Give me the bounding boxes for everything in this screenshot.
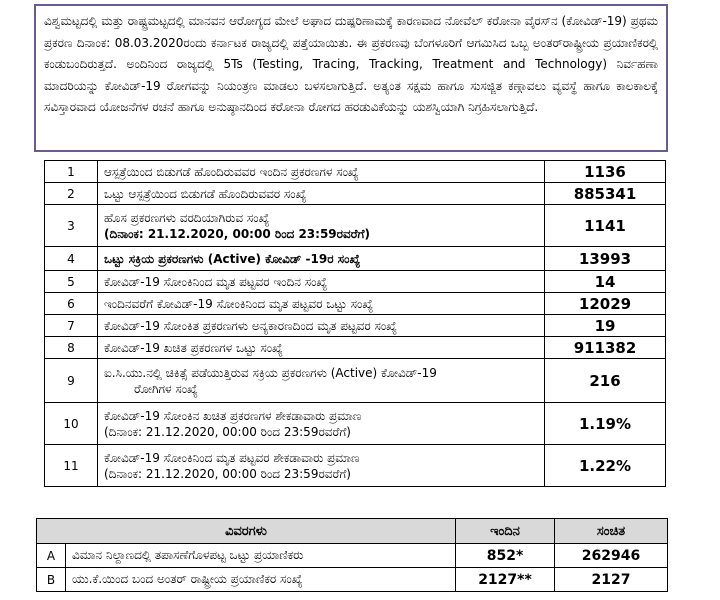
row-number: 7 [45,315,98,337]
row-label-cell [98,205,545,247]
table-row [45,315,666,337]
row-sublabel: (ದಿನಾಂಕ: 21.12.2020, 00:00 ರಿಂದ 23:59ರವರೆಗೆ) [104,226,370,241]
table-row [45,293,666,315]
row-sublabel: (ದಿನಾಂಕ: 21.12.2020, 00:00 ರಿಂದ 23:59ರವರೆಗೆ) [104,466,351,481]
row-sublabel: (ದಿನಾಂಕ: 21.12.2020, 00:00 ರಿಂದ 23:59ರವರೆಗೆ) [104,424,351,439]
row-number: 3 [45,205,98,247]
row-number: 10 [45,403,98,445]
table-row [45,183,666,205]
row-label: ಒಟ್ಟು ಸಕ್ರಿಯ ಪ್ರಕರಣಗಳು (Active) ಕೋವಿಡ್ -19ರ ಸಂಖ್ಯೆ [98,247,545,271]
table-row [45,271,666,293]
row-value: 1141 [545,205,666,247]
row-today: 2127** [456,568,555,592]
table-row [45,337,666,359]
row-label-cell [98,403,545,445]
row-value: 13993 [545,247,666,271]
table-row [37,544,668,568]
row-value: 911382 [545,337,666,359]
row-number: 11 [45,445,98,487]
row-label: ಕೋವಿಡ್-19 ಸೋಂಕಿನ ಖಚಿತ ಪ್ರಕರಣಗಳ ಶೇಕಡಾವಾರು ಪ್ರಮಾಣ [104,408,362,423]
traveller-table [36,518,668,592]
row-value: 1.22% [545,445,666,487]
row-value: 14 [545,271,666,293]
row-label: ಐ.ಸಿ.ಯು.ನಲ್ಲಿ ಚಿಕಿತ್ಸೆ ಪಡೆಯುತ್ತಿರುವ ಸಕ್ರಿಯ ಪ್ರಕರಣಗಳು (Active) ಕೋವಿಡ್-19 [104,365,437,380]
intro-paragraph: ವಿಶ್ವಮಟ್ಟದಲ್ಲಿ ಮತ್ತು ರಾಷ್ಟ್ರಮಟ್ಟದಲ್ಲಿ ಮಾನವನ ಆರೋಗ್ಯದ ಮೇಲೆ ಅಘಾದ ದುಷ್ಪರಿಣಾಮಕ್ಕೆ ಕಾರಣವಾದ ನೋವೆಲ್ ಕರೋನಾ ವೈರಸ್‌ನ (ಕೋವಿಡ್-19) ಪ್ರಥಮ ಪ್ರಕರಣ ದಿನಾಂಕ: 08.03.2020ರಂದು ಕರ್ನಾಟಕ ರಾಜ್ಯದಲ್ಲಿ ಪತ್ತೆಯಾಯಿತು. ಈ ಪ್ರಕರಣವು ಬೆಂಗಳೂರಿಗೆ ಆಗಮಿಸಿದ ಒಬ್ಬ ಅಂತರ್‌ರಾಷ್ಟ್ರೀಯ ಪ್ರಯಾಣಿಕರಲ್ಲಿ ಕಂಡುಬಂದಿರುತ್ತದೆ. ಅಂದಿನಿಂದ ರಾಜ್ಯದಲ್ಲಿ 5Ts (Testing, Tracing, Tracking, Treatment and Technology) ನಿರ್ವಹಣಾ ಮಾದರಿಯನ್ನು ಕೋವಿಡ್-19 ರೋಗವನ್ನು ನಿಯಂತ್ರಣ ಮಾಡಲು ಬಳಸಲಾಗುತ್ತಿದೆ. ಅತ್ಯಂತ ಸಕ್ಷಮ ಹಾಗೂ ಸುಸಜ್ಜಿತ ಕಣ್ಗಾವಲು ವ್ಯವಸ್ಥೆ ಹಾಗೂ ಕಾಲಕಾಲಕ್ಕೆ ಸವಿಸ್ತಾರವಾದ ಯೋಜನೆಗಳ ರಚನೆ ಹಾಗೂ ಅನುಷ್ಠಾನದಿಂದ ಕರೋನಾ ರೋಗದ ಹರಡುವಿಕೆಯನ್ನು ಯಶಸ್ವಿಯಾಗಿ ನಿಗ್ರಹಿಸಲಾಗುತ್ತಿದೆ. [34,4,668,152]
row-label-cell [98,359,545,403]
table-row [45,247,666,271]
row-label: ಆಸ್ಪತ್ರೆಯಿಂದ ಬಿಡುಗಡೆ ಹೊಂದಿರುವವರ ಇಂದಿನ ಪ್ರಕರಣಗಳ ಸಂಖ್ಯೆ [98,161,545,183]
row-today: 852* [456,544,555,568]
row-number: 2 [45,183,98,205]
row-cumulative: 262946 [555,544,668,568]
row-label: ಇಂದಿನವರೆಗೆ ಕೋವಿಡ್-19 ಸೋಂಕಿನಿಂದ ಮೃತ ಪಟ್ಟವರ ಒಟ್ಟು ಸಂಖ್ಯೆ [98,293,545,315]
row-sublabel: ರೋಗಿಗಳ ಸಂಖ್ಯೆ [134,381,198,396]
table-row [45,445,666,487]
row-cumulative: 2127 [555,568,668,592]
row-label: ಹೊಸ ಪ್ರಕರಣಗಳು ವರದಿಯಾಗಿರುವ ಸಂಖ್ಯೆ [104,210,270,225]
row-label: ಕೋವಿಡ್-19 ಖಚಿತ ಪ್ರಕರಣಗಳ ಒಟ್ಟು ಸಂಖ್ಯೆ [98,337,545,359]
row-value: 12029 [545,293,666,315]
row-label: ಯು.ಕೆ.ಯಿಂದ ಬಂದ ಅಂತರ್ ರಾಷ್ಟ್ರೀಯ ಪ್ರಯಾಣಿಕರ ಸಂಖ್ಯೆ [66,568,456,592]
table-row [45,359,666,403]
header-details: ವಿವರಗಳು [37,519,456,544]
row-number: 6 [45,293,98,315]
header-cumulative: ಸಂಚಿತ [555,519,668,544]
table-header-row [37,519,668,544]
row-label: ಕೋವಿಡ್-19 ಸೋಂಕಿನಿಂದ ಮೃತ ಪಟ್ಟವರ ಇಂದಿನ ಸಂಖ್ಯೆ [98,271,545,293]
table-row [45,205,666,247]
row-value: 216 [545,359,666,403]
row-label: ಕೋವಿಡ್-19 ಸೋಂಕಿನಿಂದ ಮೃತ ಪಟ್ಟವರ ಶೇಕಡಾವಾರು ಪ್ರಮಾಣ [104,450,360,465]
covid-stats-table [44,160,666,487]
row-letter: A [37,544,66,568]
row-value: 1.19% [545,403,666,445]
row-value: 885341 [545,183,666,205]
header-today: ಇಂದಿನ [456,519,555,544]
row-value: 19 [545,315,666,337]
table-row [45,403,666,445]
row-label: ವಿಮಾನ ನಿಲ್ದಾಣದಲ್ಲಿ ತಪಾಸಣೆಗೊಳಪಟ್ಟ ಒಟ್ಟು ಪ್ರಯಾಣಿಕರು [66,544,456,568]
row-letter: B [37,568,66,592]
row-label-cell [98,445,545,487]
row-number: 9 [45,359,98,403]
row-label: ಒಟ್ಟು ಆಸ್ಪತ್ರೆಯಿಂದ ಬಿಡುಗಡೆ ಹೊಂದಿರುವವರ ಸಂಖ್ಯೆ [98,183,545,205]
row-label: ಕೋವಿಡ್-19 ಸೋಂಕಿತ ಪ್ರಕರಣಗಳು ಅನ್ಯಕಾರಣದಿಂದ ಮೃತ ಪಟ್ಟವರ ಸಂಖ್ಯೆ [98,315,545,337]
row-number: 1 [45,161,98,183]
table-row [45,161,666,183]
table-row [37,568,668,592]
row-value: 1136 [545,161,666,183]
row-number: 5 [45,271,98,293]
row-number: 4 [45,247,98,271]
row-number: 8 [45,337,98,359]
